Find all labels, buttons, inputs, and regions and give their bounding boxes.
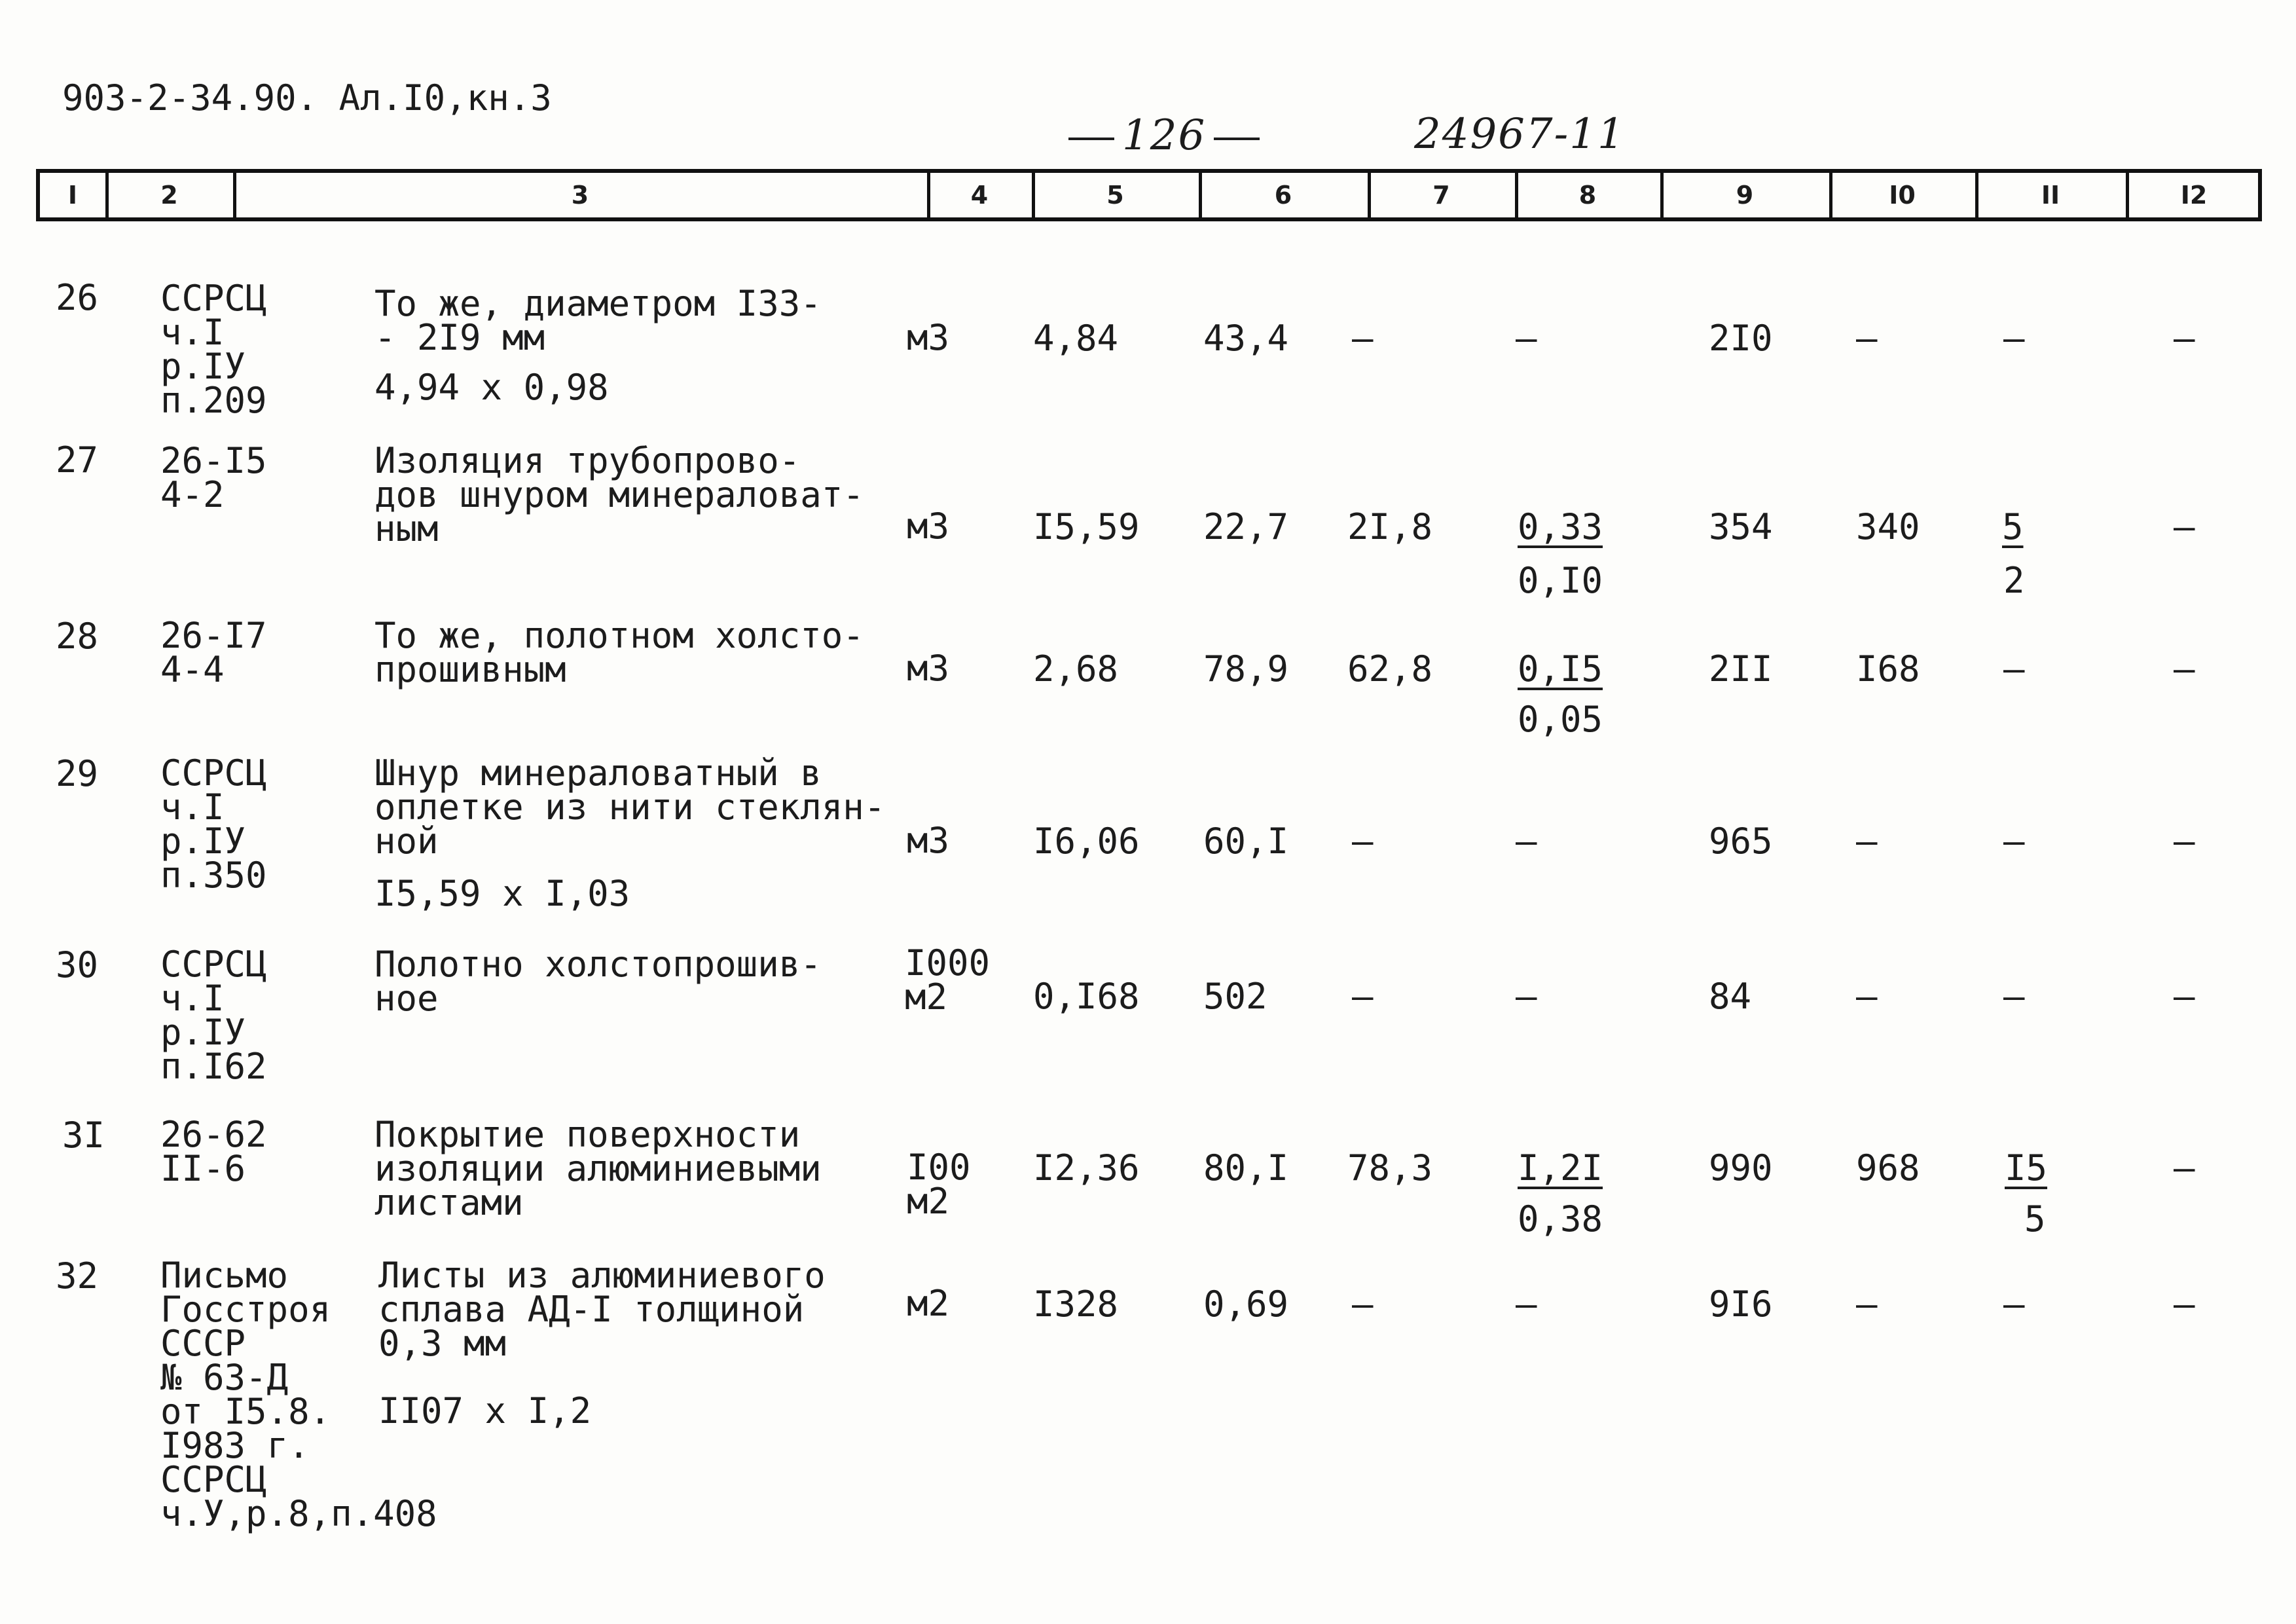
- col-header-12: I2: [2180, 181, 2208, 210]
- dash-right: [1214, 138, 1260, 140]
- col9-value: 2I0: [1709, 318, 1773, 359]
- source-ref: 26-62 II-6: [160, 1114, 267, 1189]
- description: Полотно холстопрошив- ное: [374, 944, 822, 1019]
- col6-value: 43,4: [1203, 318, 1289, 359]
- col12-value: –: [2174, 648, 2195, 690]
- col-header-6: 6: [1274, 181, 1292, 210]
- page-number: [1061, 111, 1267, 160]
- col6-value: 80,I: [1203, 1147, 1289, 1189]
- col11-value: I5: [2005, 1147, 2048, 1189]
- col8-value: –: [1516, 976, 1537, 1017]
- col12-value: –: [2174, 976, 2195, 1017]
- unit: I00 м2: [907, 1147, 971, 1222]
- col11-subvalue: 2: [2003, 560, 2025, 601]
- quantity: I5,59: [1033, 506, 1140, 547]
- col8-subvalue: 0,05: [1518, 699, 1603, 740]
- col11-value: –: [2003, 318, 2025, 359]
- col-header-4: 4: [970, 181, 989, 210]
- dash-left: [1068, 138, 1114, 140]
- row-number: 32: [56, 1255, 99, 1297]
- col6-value: 0,69: [1203, 1283, 1289, 1325]
- unit: м3: [907, 317, 950, 358]
- col10-value: –: [1856, 318, 1878, 359]
- source-ref: Письмо Госстроя СССР № 63-Д от I5.8. I983 г. ССРСЦ ч.У,р.8,п.408: [160, 1255, 437, 1534]
- col12-value: –: [2174, 1147, 2195, 1189]
- unit: м2: [907, 1283, 950, 1324]
- quantity: 4,84: [1033, 318, 1119, 359]
- col-header-7: 7: [1432, 181, 1450, 210]
- col10-value: –: [1856, 1283, 1878, 1325]
- col10-value: –: [1856, 976, 1878, 1017]
- description: То же, полотном холсто- прошивным: [374, 615, 864, 690]
- description: То же, диаметром I33- - 2I9 мм: [374, 283, 822, 358]
- row-number: 26: [56, 277, 99, 318]
- col9-value: 9I6: [1709, 1283, 1773, 1325]
- col11-subvalue: 5: [2024, 1198, 2046, 1240]
- sheet-id: 24967-11: [1414, 110, 1626, 158]
- col7-value: –: [1352, 318, 1374, 359]
- col8-value: I,2I: [1518, 1147, 1603, 1189]
- unit: м3: [907, 506, 950, 547]
- col-header-10: I0: [1889, 181, 1916, 210]
- col-header-2: 2: [160, 181, 178, 210]
- col7-value: –: [1352, 821, 1374, 862]
- col8-value: –: [1516, 821, 1537, 862]
- col9-value: 990: [1709, 1147, 1773, 1189]
- col6-value: 60,I: [1203, 821, 1289, 862]
- col-header-1: I: [67, 181, 78, 210]
- quantity: I2,36: [1033, 1147, 1140, 1189]
- quantity: 0,I68: [1033, 976, 1140, 1017]
- calc-formula: I5,59 х I,03: [374, 873, 630, 914]
- description: Листы из алюминиевого сплава АД-I толщиной 0,3 мм: [378, 1255, 826, 1364]
- description: Изоляция трубопрово- дов шнуром минераловат- ным: [374, 440, 864, 549]
- col8-value: –: [1516, 1283, 1537, 1325]
- col11-value: 5: [2002, 506, 2024, 547]
- description: Покрытие поверхности изоляции алюминиевыми листами: [374, 1114, 822, 1223]
- col6-value: 502: [1203, 976, 1267, 1017]
- col-header-8: 8: [1578, 181, 1597, 210]
- calc-formula: 4,94 х 0,98: [374, 367, 609, 408]
- col7-value: 62,8: [1347, 648, 1433, 690]
- col12-value: –: [2174, 1283, 2195, 1325]
- unit: I000 м2: [905, 942, 991, 1018]
- col12-value: –: [2174, 506, 2195, 547]
- quantity: I328: [1033, 1283, 1119, 1325]
- row-number: 3I: [62, 1115, 105, 1156]
- description: Шнур минераловатный в оплетке из нити стеклян- ной: [374, 752, 886, 862]
- source-ref: 26-I5 4-2: [160, 440, 267, 515]
- col8-subvalue: 0,I0: [1518, 560, 1603, 601]
- col8-subvalue: 0,38: [1518, 1198, 1603, 1240]
- col6-value: 22,7: [1203, 506, 1289, 547]
- col7-value: 78,3: [1347, 1147, 1433, 1189]
- source-ref: ССРСЦ ч.I р.IУ п.209: [160, 278, 267, 421]
- col9-value: 354: [1709, 506, 1773, 547]
- col8-value: 0,33: [1518, 506, 1603, 547]
- source-ref: 26-I7 4-4: [160, 615, 267, 690]
- col9-value: 965: [1709, 821, 1773, 862]
- col11-value: –: [2003, 976, 2025, 1017]
- col12-value: –: [2174, 318, 2195, 359]
- col-header-11: II: [2041, 181, 2060, 210]
- column-header-row: [36, 169, 2262, 221]
- source-ref: ССРСЦ ч.I р.IУ п.I62: [160, 944, 267, 1087]
- page-number-value: 126: [1122, 111, 1207, 160]
- quantity: 2,68: [1033, 648, 1119, 690]
- col7-value: 2I,8: [1347, 506, 1433, 547]
- col11-value: –: [2003, 648, 2025, 690]
- row-number: 30: [56, 944, 99, 986]
- col9-value: 2II: [1709, 648, 1773, 690]
- col-header-9: 9: [1736, 181, 1754, 210]
- unit: м3: [907, 820, 950, 861]
- col10-value: I68: [1856, 648, 1920, 690]
- col10-value: 340: [1856, 506, 1920, 547]
- calc-formula: II07 х I,2: [378, 1390, 592, 1431]
- col-header-3: 3: [571, 181, 589, 210]
- col7-value: –: [1352, 1283, 1374, 1325]
- unit: м3: [907, 648, 950, 689]
- col7-value: –: [1352, 976, 1374, 1017]
- document-code: 903-2-34.90. Ал.I0,кн.3: [62, 77, 552, 119]
- col11-value: –: [2003, 1283, 2025, 1325]
- col10-value: 968: [1856, 1147, 1920, 1189]
- col-header-5: 5: [1106, 181, 1124, 210]
- col9-value: 84: [1709, 976, 1752, 1017]
- col6-value: 78,9: [1203, 648, 1289, 690]
- col10-value: –: [1856, 821, 1878, 862]
- col11-value: –: [2003, 821, 2025, 862]
- row-number: 28: [56, 616, 99, 657]
- col8-value: 0,I5: [1518, 648, 1603, 690]
- row-number: 27: [56, 439, 99, 481]
- source-ref: ССРСЦ ч.I р.IУ п.350: [160, 752, 267, 896]
- col12-value: –: [2174, 821, 2195, 862]
- col8-value: –: [1516, 318, 1537, 359]
- quantity: I6,06: [1033, 821, 1140, 862]
- row-number: 29: [56, 753, 99, 794]
